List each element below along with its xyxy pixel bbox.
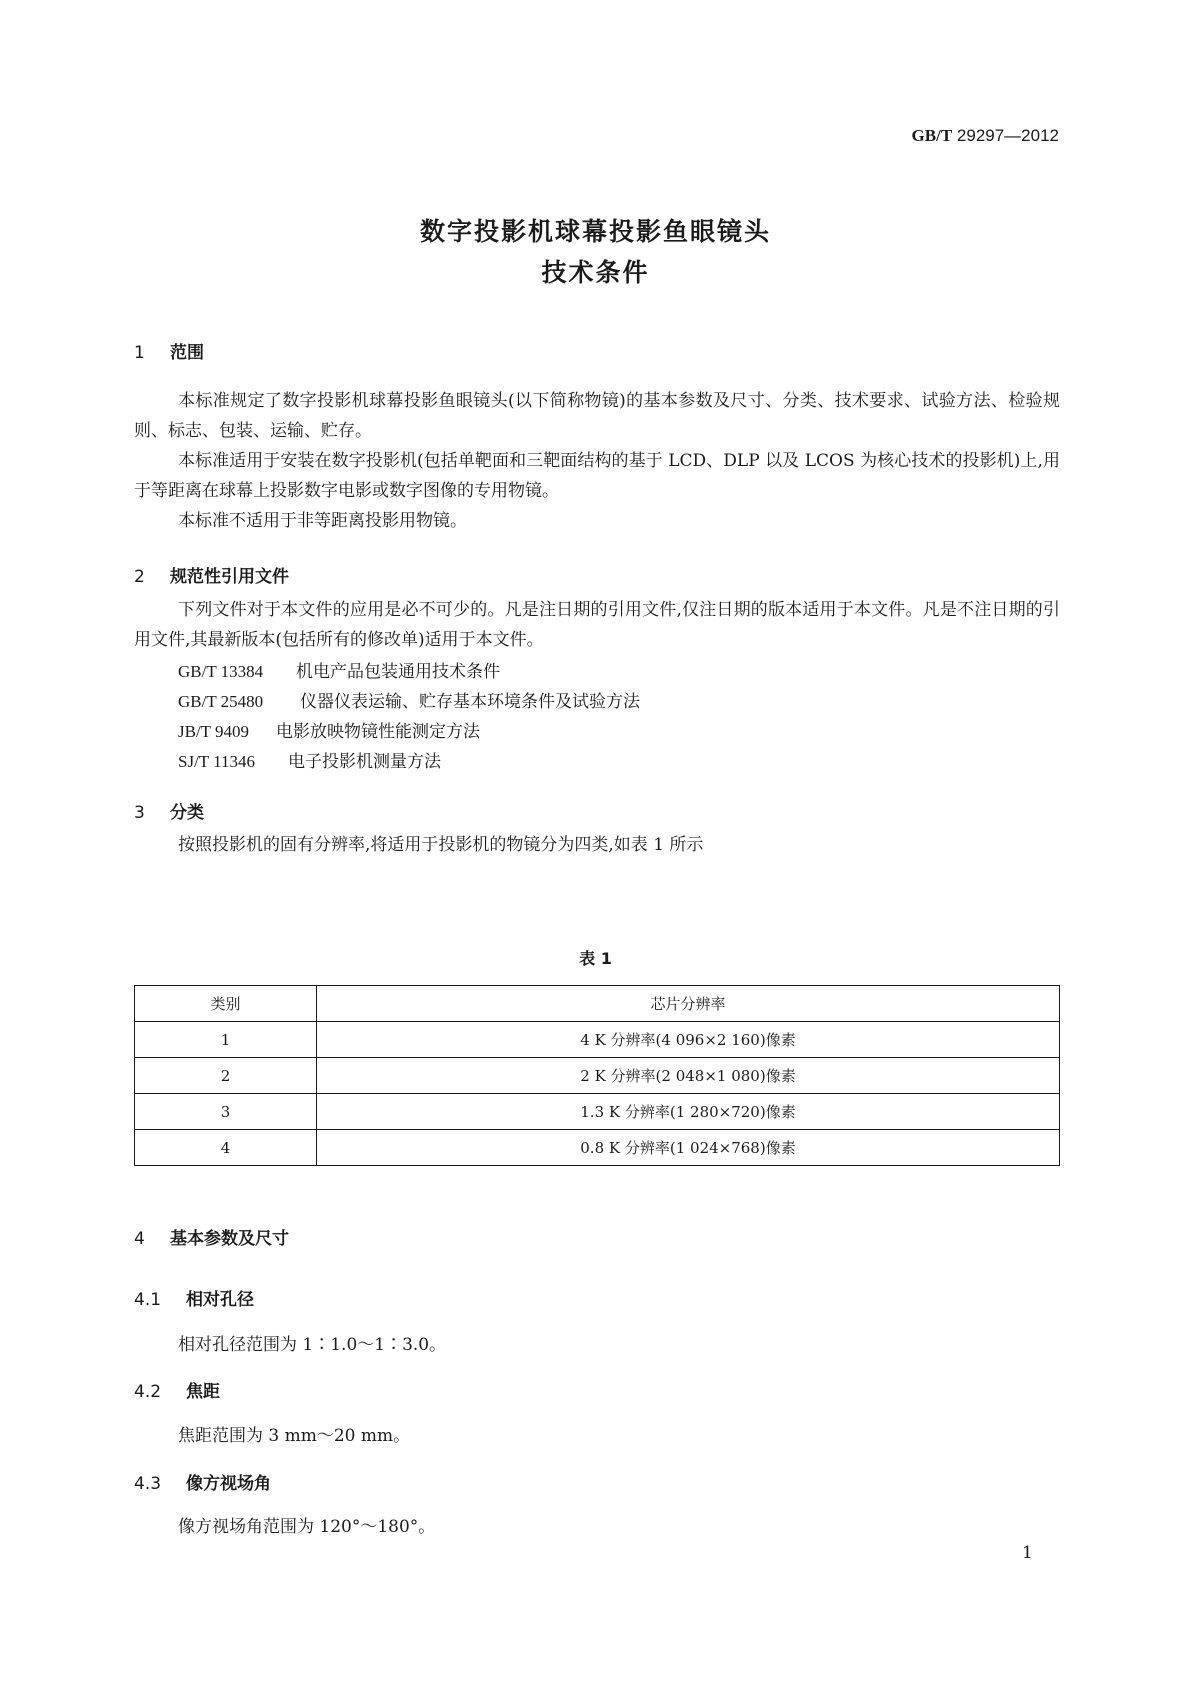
table-cell: 1.3 K 分辨率(1 280×720)像素 (317, 1094, 1060, 1130)
section-title: 分类 (170, 803, 204, 823)
table-cell: 2 K 分辨率(2 048×1 080)像素 (317, 1058, 1060, 1094)
reference-item (178, 657, 500, 682)
table-row (135, 1094, 1060, 1130)
table-header-cell: 芯片分辨率 (317, 986, 1060, 1022)
reference-item (178, 687, 640, 712)
paragraph: 本标准不适用于非等距离投影用物镜。 (178, 511, 467, 531)
section-title: 规范性引用文件 (170, 567, 289, 587)
section-title: 相对孔径 (186, 1290, 254, 1310)
section-number: 4 (134, 1229, 145, 1249)
table-row (135, 1130, 1060, 1166)
table-header-row (135, 986, 1060, 1022)
section-4-2-body (134, 1421, 1060, 1451)
section-4-3-body (134, 1512, 1060, 1542)
paragraph: 本标准规定了数字投影机球幕投影鱼眼镜头(以下简称物镜)的基本参数及尺寸、分类、技术要求、试验方法、检验规则、标志、包装、运输、贮存。 (134, 391, 1060, 441)
table-cell: 2 (135, 1058, 317, 1094)
reference-title: 电影放映物镜性能测定方法 (276, 722, 480, 742)
table-cell: 3 (135, 1094, 317, 1130)
section-title: 焦距 (186, 1382, 220, 1402)
section-4-1-heading (134, 1285, 254, 1310)
table-row (135, 1022, 1060, 1058)
document-title-line1: 数字投影机球幕投影鱼眼镜头 (419, 217, 771, 246)
section-2-body (134, 595, 1060, 655)
paragraph: 下列文件对于本文件的应用是必不可少的。凡是注日期的引用文件,仅注日期的版本适用于本文件。凡是不注日期的引用文件,其最新版本(包括所有的修改单)适用于本文件。 (134, 600, 1060, 650)
section-number: 2 (134, 567, 145, 587)
table-cell: 0.8 K 分辨率(1 024×768)像素 (317, 1130, 1060, 1166)
reference-title: 电子投影机测量方法 (288, 752, 441, 772)
section-number: 1 (134, 343, 145, 363)
standard-code: 29297—2012 (956, 126, 1059, 145)
section-2-heading (134, 562, 289, 587)
reference-code: GB/T 13384 (178, 662, 264, 681)
document-title-line2: 技术条件 (541, 258, 650, 287)
reference-title: 仪器仪表运输、贮存基本环境条件及试验方法 (300, 692, 640, 712)
paragraph: 焦距范围为 3 mm～20 mm。 (178, 1426, 411, 1446)
section-number: 3 (134, 803, 145, 823)
section-number: 4.1 (134, 1290, 162, 1310)
reference-title: 机电产品包装通用技术条件 (296, 662, 500, 682)
section-4-2-heading (134, 1377, 220, 1402)
section-1-body (134, 386, 1060, 536)
table-header-cell: 类别 (135, 986, 317, 1022)
section-number: 4.3 (134, 1474, 162, 1494)
table-row (135, 1058, 1060, 1094)
section-4-1-body (134, 1330, 1060, 1360)
table-cell: 4 K 分辨率(4 096×2 160)像素 (317, 1022, 1060, 1058)
table-cell: 4 (135, 1130, 317, 1166)
table-caption: 表 1 (579, 949, 612, 968)
paragraph: 相对孔径范围为 1∶1.0～1∶3.0。 (178, 1335, 447, 1355)
section-title: 范围 (170, 343, 204, 363)
section-number: 4.2 (134, 1382, 162, 1402)
section-title: 基本参数及尺寸 (170, 1229, 289, 1249)
section-3-heading (134, 798, 204, 823)
paragraph: 像方视场角范围为 120°～180°。 (178, 1517, 436, 1537)
standard-number (912, 126, 1059, 146)
section-4-3-heading (134, 1469, 271, 1494)
reference-code: JB/T 9409 (178, 722, 250, 741)
section-1-heading (134, 338, 204, 363)
table-cell: 1 (135, 1022, 317, 1058)
section-3-body (134, 830, 1060, 860)
reference-code: SJ/T 11346 (178, 752, 255, 771)
reference-item (178, 717, 480, 742)
reference-item (178, 747, 441, 772)
paragraph: 本标准适用于安装在数字投影机(包括单靶面和三靶面结构的基于 LCD、DLP 以及 LCOS 为核心技术的投影机)上,用于等距离在球幕上投影数字电影或数字图像的专用物镜。 (134, 451, 1060, 501)
paragraph: 按照投影机的固有分辨率,将适用于投影机的物镜分为四类,如表 1 所示 (178, 835, 704, 855)
section-4-heading (134, 1224, 289, 1249)
standard-prefix: GB/T (911, 126, 953, 145)
reference-code: GB/T 25480 (178, 692, 264, 711)
page-number: 1 (1022, 1543, 1033, 1563)
section-title: 像方视场角 (186, 1474, 271, 1494)
resolution-table (134, 985, 1060, 1166)
